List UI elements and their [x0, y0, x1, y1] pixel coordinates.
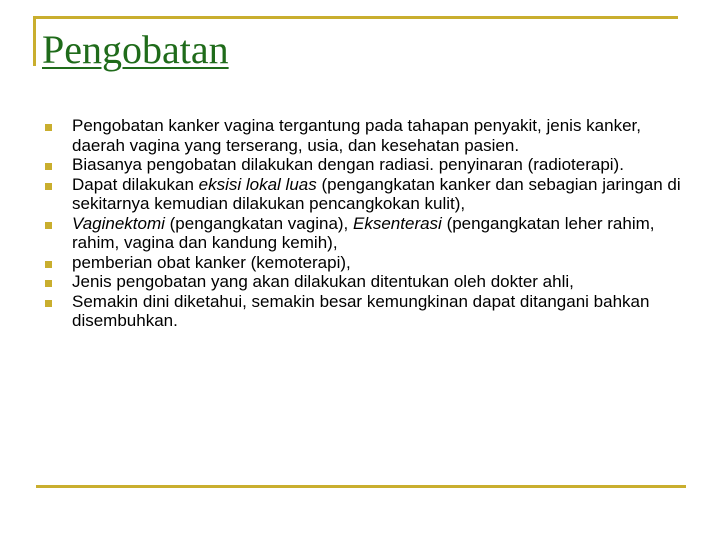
top-border-line — [33, 16, 678, 19]
bullet-item — [45, 214, 685, 253]
bullet-text: Vaginektomi (pengangkatan vagina), Eksenterasi (pengangkatan leher rahim, rahim, vagina dan kandung kemih), — [72, 213, 655, 252]
bullet-item — [45, 155, 685, 175]
left-border-line — [33, 16, 36, 66]
bullet-text: Biasanya pengobatan dilakukan dengan radiasi. penyinaran (radioterapi). — [72, 155, 624, 174]
bullet-item — [45, 253, 685, 273]
bullet-list — [45, 116, 685, 331]
bullet-text: Dapat dilakukan eksisi lokal luas (pengangkatan kanker dan sebagian jaringan di sekitarnya kemudian dilakukan pencangkokan kulit), — [72, 174, 681, 213]
bullet-square-icon — [45, 261, 52, 268]
bullet-text: Jenis pengobatan yang akan dilakukan ditentukan oleh dokter ahli, — [72, 272, 574, 291]
bullet-item — [45, 116, 685, 155]
bullet-text: pemberian obat kanker (kemoterapi), — [72, 252, 351, 272]
bullet-square-icon — [45, 183, 52, 190]
bullet-square-icon — [45, 124, 52, 131]
bottom-border-line — [36, 485, 686, 488]
bullet-square-icon — [45, 163, 52, 170]
bullet-text: Semakin dini diketahui, semakin besar kemungkinan dapat ditangani bahkan disembuhkan. — [72, 291, 650, 330]
slide-title: Pengobatan — [42, 27, 229, 72]
bullet-square-icon — [45, 300, 52, 307]
bullet-square-icon — [45, 222, 52, 229]
bullet-item — [45, 292, 685, 331]
bullet-item — [45, 175, 685, 214]
bullet-item — [45, 272, 685, 292]
bullet-text: Pengobatan kanker vagina tergantung pada tahapan penyakit, jenis kanker, daerah vagina yang terserang, usia, dan kesehatan pasien. — [72, 116, 641, 155]
bullet-square-icon — [45, 280, 52, 287]
